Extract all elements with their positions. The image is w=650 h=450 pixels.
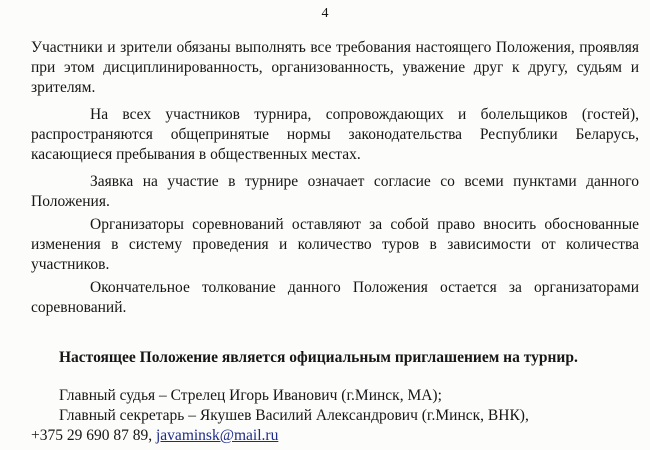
contact-line xyxy=(31,426,639,446)
paragraph-interpretation: Окончательное толкование данного Положения остается за организаторами соревнований. xyxy=(31,279,639,316)
page-number: 4 xyxy=(321,6,329,21)
email-link[interactable]: javaminsk@mail.ru xyxy=(156,427,279,444)
document-body xyxy=(31,38,639,446)
official-invitation-note: Настоящее Положение является официальным приглашением на турнир. xyxy=(59,349,578,366)
paragraph-participants-duties: Участники и зрители обязаны выполнять все требования настоящего Положения, проявляя при этом дисциплинированность, организованность, уважение друг к другу, судьям и зрителям. xyxy=(31,39,639,96)
chief-secretary-line: Главный секретарь – Якушев Василий Александрович (г.Минск, ВНК), xyxy=(59,407,529,424)
paragraph-organizer-rights: Организаторы соревнований оставляют за собой право вносить обоснованные изменения в систему проведения и количество туров в зависимости от количества участников. xyxy=(31,216,639,273)
chief-judge-line: Главный судья – Стрелец Игорь Иванович (г.Минск, МА); xyxy=(59,387,442,404)
paragraph-legal-norms: На всех участников турнира, сопровождающих и болельщиков (гостей), распространяются общепринятые нормы законодательства Республики Беларусь, касающиеся пребывания в общественных местах. xyxy=(31,106,639,163)
paragraph-application-consent: Заявка на участие в турнире означает согласие со всеми пунктами данного Положения. xyxy=(31,173,639,210)
phone-number: +375 29 690 87 89, xyxy=(31,427,153,444)
